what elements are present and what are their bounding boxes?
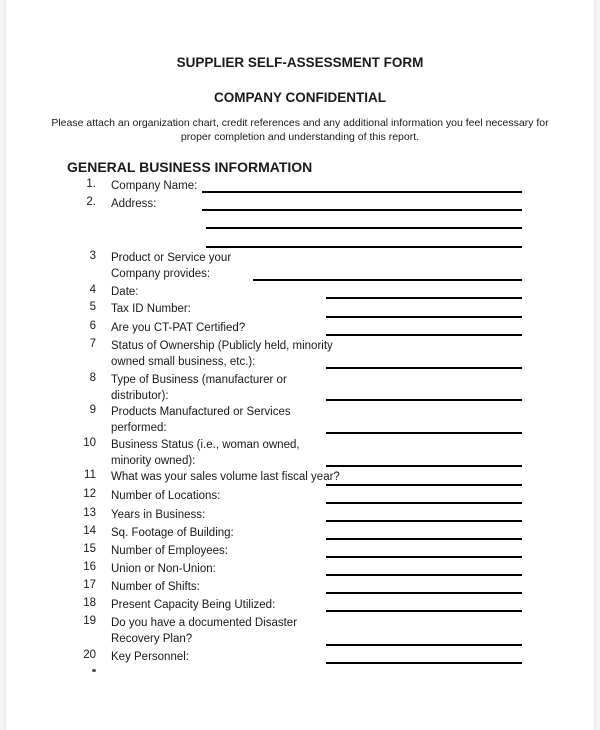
item-label: Type of Business (manufacturer or [111,374,287,386]
item-number: 6 [89,320,96,332]
confidential-heading: COMPANY CONFIDENTIAL [214,90,386,105]
answer-line[interactable] [326,367,522,369]
item-number: 12 [83,488,96,500]
answer-line[interactable] [326,520,522,522]
instructions-text: Please attach an organization chart, credit references and any additional information you feel necessary for proper completion and understanding of this report. [51,117,549,143]
item-number: 5 [89,301,96,313]
item-number: 20 [83,649,96,661]
item-label: Status of Ownership (Publicly held, minority [111,340,333,352]
item-number: 15 [83,543,96,555]
answer-line[interactable] [202,191,522,193]
item-number: 14 [83,525,96,537]
answer-line[interactable] [202,209,522,211]
item-number: 9 [89,404,96,416]
item-label: performed: [111,422,167,434]
item-label: Date: [111,286,139,298]
answer-line[interactable] [326,574,522,576]
item-label: minority owned): [111,455,196,467]
answer-line[interactable] [326,465,522,467]
item-number: 10 [83,437,96,449]
form-page [6,0,594,730]
item-label: Number of Shifts: [111,581,200,593]
item-label: Present Capacity Being Utilized: [111,599,276,611]
item-label: Sq. Footage of Building: [111,527,234,539]
item-label: Product or Service your [111,252,232,264]
answer-line[interactable] [326,334,522,336]
item-label: Union or Non-Union: [111,563,216,575]
item-label: Products Manufactured or Services [111,406,291,418]
answer-line[interactable] [326,538,522,540]
item-number: 2. [86,196,96,208]
answer-line[interactable] [326,610,522,612]
answer-line[interactable] [326,502,522,504]
item-label: Key Personnel: [111,651,189,663]
form-title: SUPPLIER SELF-ASSESSMENT FORM [176,55,424,70]
item-label: Are you CT-PAT Certified? [111,322,246,334]
section-title: GENERAL BUSINESS INFORMATION [67,159,313,175]
stray-mark [92,669,96,672]
item-number: 18 [83,597,96,609]
item-label: Number of Employees: [111,545,228,557]
item-number: 7 [89,338,96,350]
item-number: 8 [89,372,96,384]
answer-line[interactable] [326,399,522,401]
item-label: Business Status (i.e., woman owned, [111,439,300,451]
answer-line[interactable] [253,279,522,281]
item-label: Years in Business: [111,509,206,521]
item-number: 17 [83,579,96,591]
answer-line[interactable] [326,592,522,594]
item-label: Do you have a documented Disaster [111,617,298,629]
item-number: 3 [89,250,96,262]
answer-line[interactable] [326,662,522,664]
item-number: 16 [83,561,96,573]
item-number: 11 [84,469,96,481]
answer-line[interactable] [326,297,522,299]
item-number: 1. [86,178,96,190]
item-label: Address: [111,198,157,210]
answer-line[interactable] [206,246,522,248]
item-number: 13 [83,507,96,519]
item-label: Company provides: [111,268,211,280]
item-number: 19 [83,615,96,627]
answer-line[interactable] [326,316,522,318]
answer-line[interactable] [326,484,522,486]
answer-line[interactable] [326,432,522,434]
item-label: owned small business, etc.): [111,356,256,368]
item-label: Recovery Plan? [111,633,193,645]
item-label: Company Name: [111,180,198,192]
item-number: 4 [89,284,96,296]
answer-line[interactable] [326,644,522,646]
item-label: distributor): [111,390,169,402]
item-label: Number of Locations: [111,490,221,502]
item-label: What was your sales volume last fiscal year? [111,471,340,483]
item-label: Tax ID Number: [111,303,191,315]
answer-line[interactable] [326,556,522,558]
answer-line[interactable] [206,227,522,229]
